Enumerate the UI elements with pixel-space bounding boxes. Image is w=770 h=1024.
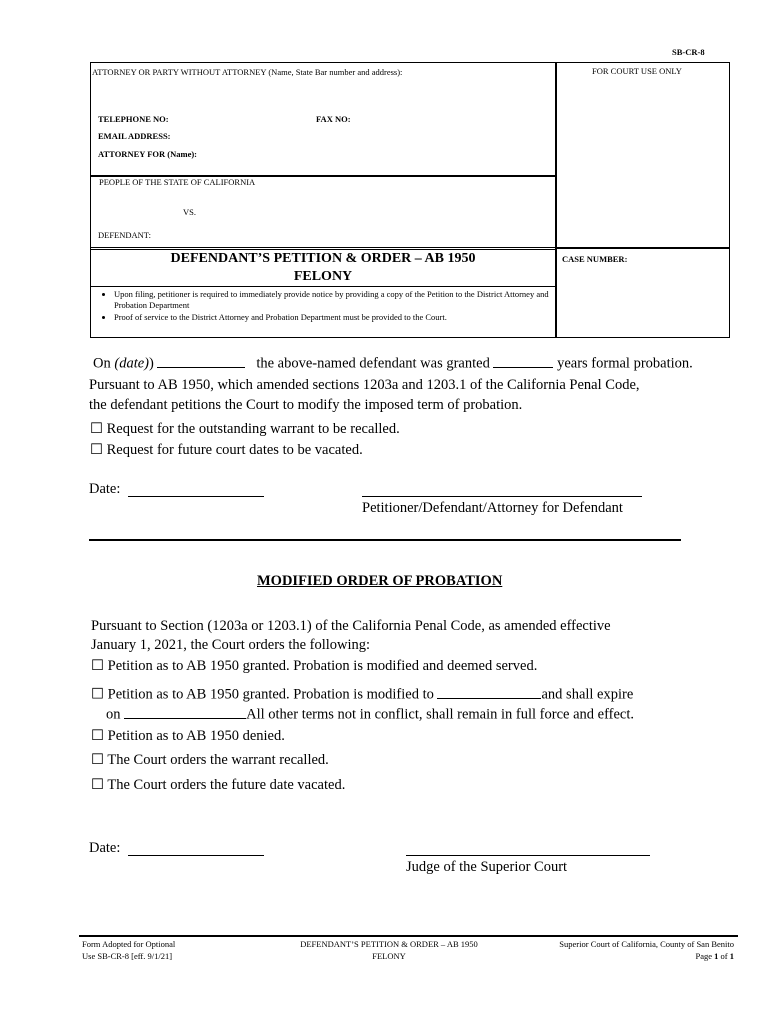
petition-date-blank[interactable] [128, 496, 264, 497]
page-indicator [520, 950, 734, 962]
order-date-label: Date: [89, 840, 121, 856]
order-option-4 [91, 752, 329, 769]
footer-center-1: DEFENDANT’S PETITION & ORDER – AB 1950 [300, 939, 478, 949]
defendant-label: DEFENDANT: [98, 230, 151, 240]
notice-bullet-2: • Proof of service to the District Attorney and Probation Department must be provided to the Court. [114, 312, 552, 323]
footer-right [520, 938, 734, 962]
form-title-line2: FELONY [293, 269, 353, 284]
form-title [90, 250, 556, 286]
attorney-for-label: ATTORNEY FOR (Name): [98, 149, 197, 159]
page-num: 1 [714, 951, 719, 961]
fax-label: FAX NO: [316, 114, 351, 124]
footer-center-2: FELONY [372, 951, 406, 961]
judge-label: Judge of the Superior Court [406, 859, 568, 875]
form-code: SB-CR-8 [672, 47, 705, 57]
petitions-text: the defendant petitions the Court to modify the imposed term of probation. [89, 397, 523, 413]
footer-left [82, 938, 175, 962]
order-option-2-terms: All other terms not in conflict, shall remain in full force and effect. [246, 706, 635, 723]
date-word: (date) [114, 355, 149, 372]
pursuant-text: Pursuant to AB 1950, which amended sections 1203a and 1203.1 of the California Penal Code, [89, 377, 640, 393]
court-use-label: FOR COURT USE ONLY [592, 66, 682, 76]
request-dates-label: Request for future court dates to be vacated. [106, 442, 363, 458]
section-divider [89, 539, 681, 541]
modified-to-blank[interactable] [437, 683, 541, 699]
close-paren: ) [148, 355, 154, 372]
order-option-5-checkbox[interactable]: ☐ [91, 777, 104, 793]
email-label: EMAIL ADDRESS: [98, 131, 171, 141]
request-dates-checkbox[interactable]: ☐ [90, 442, 103, 458]
order-option-2-label: Petition as to AB 1950 granted. Probation is modified to [107, 686, 434, 703]
granted-text: the above-named defendant was granted [256, 355, 490, 372]
order-option-3-checkbox[interactable]: ☐ [91, 728, 104, 744]
footer-left-1: Form Adopted for Optional [82, 939, 176, 949]
order-date-blank[interactable] [128, 855, 264, 856]
order-title: MODIFIED ORDER OF PROBATION [257, 573, 503, 589]
footer-center [284, 938, 494, 962]
title-divider [90, 286, 556, 287]
request-warrant-label: Request for the outstanding warrant to be recalled. [106, 421, 400, 437]
telephone-label: TELEPHONE NO: [98, 114, 169, 124]
expire-date-blank[interactable] [124, 703, 246, 719]
page-word: Page [695, 951, 713, 961]
notice-bullet-1: • Upon filing, petitioner is required to immediately provide notice by providing a copy of the Petition to the District Attorney and Probation Department [114, 289, 552, 310]
order-option-2-on: on [106, 706, 121, 723]
court-use-box [555, 62, 730, 249]
on-word: On [93, 355, 111, 372]
order-option-1-label: Petition as to AB 1950 granted. Probation is modified and deemed served. [107, 658, 538, 674]
order-intro-2: January 1, 2021, the Court orders the following: [91, 637, 371, 653]
form-title-line1: DEFENDANT’S PETITION & ORDER – AB 1950 [170, 251, 476, 266]
petitioner-label: Petitioner/Defendant/Attorney for Defendant [362, 500, 623, 516]
judge-signature-line[interactable] [406, 855, 650, 856]
order-intro-1: Pursuant to Section (1203a or 1203.1) of the California Penal Code, as amended effective [91, 618, 611, 634]
probation-line [93, 352, 693, 373]
attorney-label: ATTORNEY OR PARTY WITHOUT ATTORNEY (Name, State Bar number and address): [92, 67, 403, 77]
notice-list [96, 289, 552, 325]
order-option-5 [91, 777, 345, 794]
order-option-2-expire: and shall expire [541, 686, 634, 703]
request-dates-row [90, 442, 363, 459]
order-option-5-label: The Court orders the future date vacated. [107, 777, 346, 793]
footer-right-1: Superior Court of California, County of San Benito [559, 939, 734, 949]
footer-left-2: Use SB-CR-8 [eff. 9/1/21] [82, 951, 173, 961]
order-option-4-label: The Court orders the warrant recalled. [107, 752, 329, 768]
order-option-1-checkbox[interactable]: ☐ [91, 658, 104, 674]
order-option-1 [91, 658, 537, 675]
order-option-2 [91, 683, 633, 704]
grant-date-blank[interactable] [157, 352, 245, 368]
people-label: PEOPLE OF THE STATE OF CALIFORNIA [99, 177, 256, 187]
order-option-4-checkbox[interactable]: ☐ [91, 752, 104, 768]
petitioner-signature-line[interactable] [362, 496, 642, 497]
vs-label: VS. [183, 207, 196, 217]
case-number-label: CASE NUMBER: [562, 254, 628, 264]
years-text: years formal probation. [557, 355, 693, 372]
page-total: 1 [729, 951, 734, 961]
order-option-3-label: Petition as to AB 1950 denied. [107, 728, 285, 744]
of-word: of [720, 951, 728, 961]
request-warrant-checkbox[interactable]: ☐ [90, 421, 103, 437]
order-option-3 [91, 728, 285, 745]
petition-date-label: Date: [89, 481, 121, 497]
order-option-2-cont [106, 703, 634, 724]
request-warrant-row [90, 421, 400, 438]
years-blank[interactable] [493, 352, 553, 368]
footer-rule [79, 935, 738, 937]
order-option-2-checkbox[interactable]: ☐ [91, 686, 104, 703]
